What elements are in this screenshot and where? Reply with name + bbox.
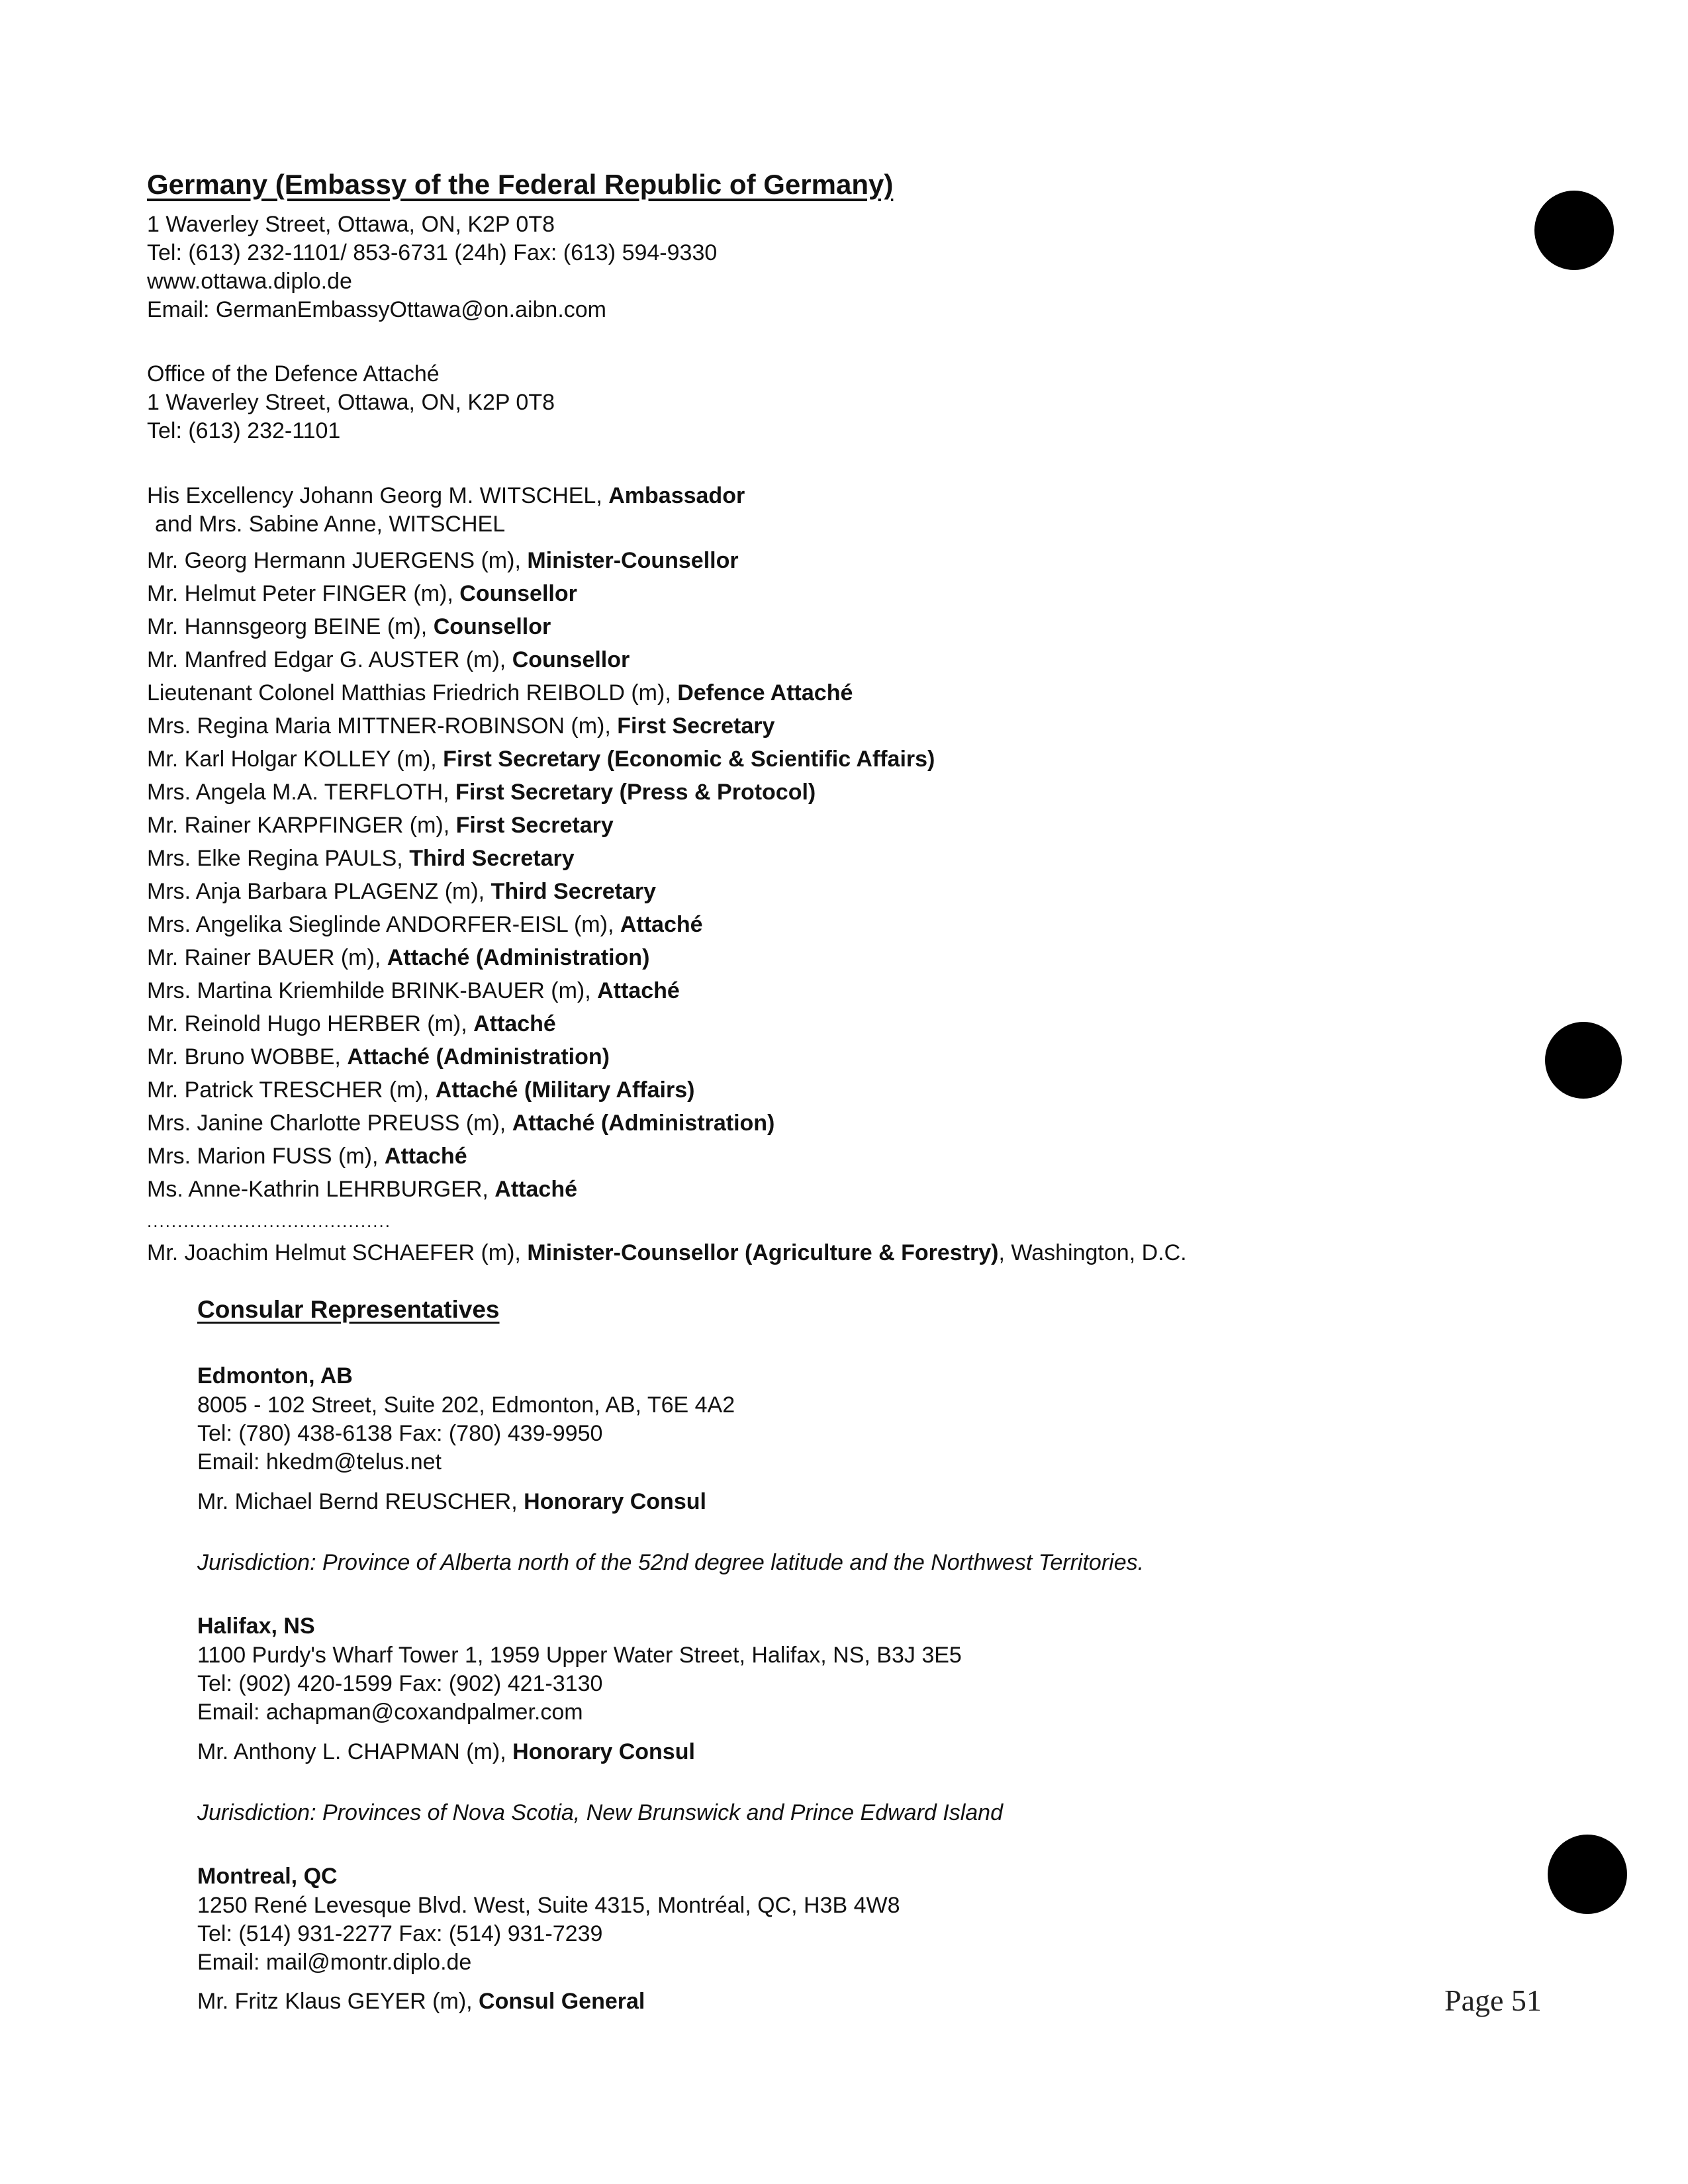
staff-title: Attaché (Administration) bbox=[347, 1044, 610, 1069]
ambassador-line bbox=[147, 482, 745, 510]
consular-heading: Consular Representatives bbox=[197, 1296, 500, 1323]
embassy-website: www.ottawa.diplo.de bbox=[147, 269, 352, 294]
staff-row bbox=[147, 646, 630, 674]
staff-row bbox=[147, 1076, 694, 1104]
staff-row bbox=[147, 1142, 467, 1170]
consulate-person-row bbox=[197, 1488, 706, 1516]
staff-title: Counsellor bbox=[512, 647, 630, 672]
consulate-email: Email: mail@montr.diplo.de bbox=[197, 1950, 472, 1975]
staff-name: Mrs. Regina Maria MITTNER-ROBINSON (m), bbox=[147, 713, 618, 739]
staff-name: Mrs. Janine Charlotte PREUSS (m), bbox=[147, 1111, 512, 1136]
staff-row bbox=[147, 1010, 556, 1038]
staff-title: Third Secretary bbox=[409, 846, 575, 871]
staff-row bbox=[147, 547, 739, 574]
staff-title: Third Secretary bbox=[491, 879, 657, 904]
consulate-person-title: Honorary Consul bbox=[512, 1739, 695, 1764]
staff-title: Attaché bbox=[597, 978, 680, 1003]
staff-name: Ms. Anne-Kathrin LEHRBURGER, bbox=[147, 1177, 495, 1202]
consulate-person-title: Consul General bbox=[479, 1989, 645, 2014]
staff-name: Mr. Helmut Peter FINGER (m), bbox=[147, 581, 460, 606]
staff-title: First Secretary bbox=[617, 713, 775, 739]
staff-title: Attaché (Administration) bbox=[387, 945, 650, 970]
staff-title: Attaché bbox=[494, 1177, 577, 1202]
staff-row bbox=[147, 580, 577, 608]
consulate-person-title: Honorary Consul bbox=[524, 1489, 706, 1514]
staff-row bbox=[147, 613, 551, 641]
staff-title: Attaché bbox=[620, 912, 703, 937]
staff-title: Counsellor bbox=[459, 581, 577, 606]
consulate-city: Montreal, QC bbox=[197, 1864, 338, 1889]
staff-name: Mr. Reinold Hugo HERBER (m), bbox=[147, 1011, 474, 1036]
staff-row bbox=[147, 844, 575, 872]
staff-row bbox=[147, 1109, 774, 1137]
embassy-heading: Germany (Embassy of the Federal Republic of Germany) bbox=[147, 169, 894, 200]
consulate-phone: Tel: (514) 931-2277 Fax: (514) 931-7239 bbox=[197, 1921, 603, 1946]
punch-hole bbox=[1548, 1835, 1627, 1914]
consulate-phone: Tel: (780) 438-6138 Fax: (780) 439-9950 bbox=[197, 1421, 603, 1446]
ambassador-title: Ambassador bbox=[608, 483, 745, 508]
staff-name: Mr. Manfred Edgar G. AUSTER (m), bbox=[147, 647, 512, 672]
consulate-city: Halifax, NS bbox=[197, 1614, 315, 1639]
staff-title: First Secretary bbox=[455, 813, 614, 838]
non-resident-location: , Washington, D.C. bbox=[998, 1240, 1187, 1265]
staff-name: Mrs. Anja Barbara PLAGENZ (m), bbox=[147, 879, 491, 904]
ambassador-spouse: and Mrs. Sabine Anne, WITSCHEL bbox=[155, 512, 506, 537]
staff-row bbox=[147, 679, 853, 707]
staff-name: Lieutenant Colonel Matthias Friedrich REIBOLD (m), bbox=[147, 680, 678, 705]
staff-title: Defence Attaché bbox=[677, 680, 853, 705]
staff-title: Attaché (Military Affairs) bbox=[435, 1077, 695, 1103]
consulate-person-row bbox=[197, 1987, 645, 2015]
staff-name: Mrs. Angelika Sieglinde ANDORFER-EISL (m), bbox=[147, 912, 620, 937]
staff-name: Mrs. Martina Kriemhilde BRINK-BAUER (m), bbox=[147, 978, 598, 1003]
staff-row bbox=[147, 944, 649, 972]
embassy-email: Email: GermanEmbassyOttawa@on.aibn.com bbox=[147, 297, 606, 322]
consulate-phone: Tel: (902) 420-1599 Fax: (902) 421-3130 bbox=[197, 1671, 603, 1696]
staff-row bbox=[147, 745, 935, 773]
consulate-address: 8005 - 102 Street, Suite 202, Edmonton, AB, T6E 4A2 bbox=[197, 1392, 735, 1418]
embassy-phone: Tel: (613) 232-1101/ 853-6731 (24h) Fax: (613) 594-9330 bbox=[147, 240, 718, 265]
non-resident-title: Minister-Counsellor (Agriculture & Forestry) bbox=[527, 1240, 999, 1265]
page-number: Page 51 bbox=[1444, 1983, 1542, 2017]
staff-title: Attaché bbox=[384, 1144, 467, 1169]
staff-title: First Secretary (Press & Protocol) bbox=[455, 780, 816, 805]
staff-name: Mr. Rainer KARPFINGER (m), bbox=[147, 813, 456, 838]
defence-office-name: Office of the Defence Attaché bbox=[147, 361, 440, 387]
consulate-jurisdiction: Jurisdiction: Provinces of Nova Scotia, New Brunswick and Prince Edward Island bbox=[197, 1800, 1003, 1825]
non-resident-row bbox=[147, 1239, 1187, 1267]
staff-row bbox=[147, 878, 656, 905]
consulate-person: Mr. Anthony L. CHAPMAN (m), bbox=[197, 1739, 513, 1764]
staff-name: Mrs. Angela M.A. TERFLOTH, bbox=[147, 780, 456, 805]
staff-row bbox=[147, 811, 614, 839]
ambassador-name: His Excellency Johann Georg M. WITSCHEL, bbox=[147, 483, 609, 508]
consulate-jurisdiction: Jurisdiction: Province of Alberta north of the 52nd degree latitude and the Northwest Territories. bbox=[197, 1550, 1145, 1575]
staff-name: Mrs. Elke Regina PAULS, bbox=[147, 846, 410, 871]
defence-office-phone: Tel: (613) 232-1101 bbox=[147, 418, 341, 443]
consulate-person: Mr. Fritz Klaus GEYER (m), bbox=[197, 1989, 479, 2014]
staff-row bbox=[147, 778, 816, 806]
staff-name: Mr. Bruno WOBBE, bbox=[147, 1044, 348, 1069]
staff-name: Mr. Rainer BAUER (m), bbox=[147, 945, 387, 970]
staff-title: Counsellor bbox=[433, 614, 551, 639]
staff-name: Mr. Georg Hermann JUERGENS (m), bbox=[147, 548, 528, 573]
staff-name: Mr. Karl Holgar KOLLEY (m), bbox=[147, 747, 444, 772]
consulate-person-row bbox=[197, 1738, 695, 1766]
consulate-email: Email: achapman@coxandpalmer.com bbox=[197, 1700, 583, 1725]
staff-row bbox=[147, 712, 774, 740]
staff-row bbox=[147, 1043, 610, 1071]
staff-row bbox=[147, 977, 680, 1005]
consulate-email: Email: hkedm@telus.net bbox=[197, 1449, 442, 1475]
staff-name: Mr. Patrick TRESCHER (m), bbox=[147, 1077, 436, 1103]
staff-title: Attaché bbox=[473, 1011, 556, 1036]
staff-title: Attaché (Administration) bbox=[512, 1111, 775, 1136]
consulate-address: 1100 Purdy's Wharf Tower 1, 1959 Upper Water Street, Halifax, NS, B3J 3E5 bbox=[197, 1643, 962, 1668]
staff-name: Mrs. Marion FUSS (m), bbox=[147, 1144, 385, 1169]
consulate-address: 1250 René Levesque Blvd. West, Suite 4315, Montréal, QC, H3B 4W8 bbox=[197, 1893, 900, 1918]
consulate-person: Mr. Michael Bernd REUSCHER, bbox=[197, 1489, 524, 1514]
defence-office-address: 1 Waverley Street, Ottawa, ON, K2P 0T8 bbox=[147, 390, 555, 415]
punch-hole bbox=[1545, 1022, 1622, 1099]
consulate-city: Edmonton, AB bbox=[197, 1363, 353, 1388]
staff-title: Minister-Counsellor bbox=[527, 548, 739, 573]
embassy-address: 1 Waverley Street, Ottawa, ON, K2P 0T8 bbox=[147, 212, 555, 237]
dotted-separator: ........................................ bbox=[147, 1211, 391, 1231]
staff-title: First Secretary (Economic & Scientific Affairs) bbox=[443, 747, 935, 772]
punch-hole bbox=[1534, 191, 1614, 270]
staff-name: Mr. Hannsgeorg BEINE (m), bbox=[147, 614, 434, 639]
non-resident-name: Mr. Joachim Helmut SCHAEFER (m), bbox=[147, 1240, 528, 1265]
staff-row bbox=[147, 1175, 577, 1203]
staff-row bbox=[147, 911, 703, 938]
